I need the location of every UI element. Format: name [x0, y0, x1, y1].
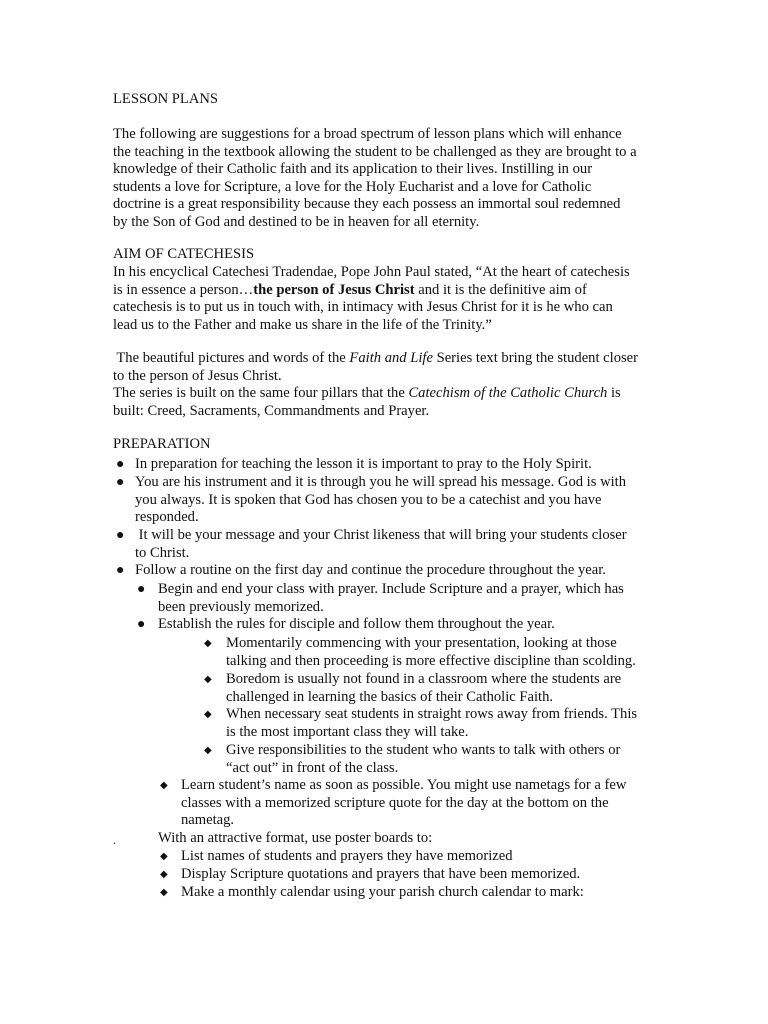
list-item-text: Establish the rules for disciple and follow them throughout the year.: [158, 616, 555, 632]
aim-line-text: is in essence a person…: [113, 281, 254, 298]
list-item: [160, 777, 660, 830]
diamond-bullet-icon: ◆: [204, 745, 212, 756]
list-item: [204, 671, 664, 706]
list-item: [116, 562, 656, 580]
list-item-text: talking and then proceeding is more effective discipline than scolding.: [226, 652, 636, 669]
aim-line: catechesis is to put us in touch with, in intimacy with Jesus Christ for it is he who can: [113, 299, 613, 316]
preparation-heading: PREPARATION: [113, 436, 211, 452]
list-item-text: Make a monthly calendar using your parish church calendar to mark:: [181, 884, 584, 900]
list-item-text: to Christ.: [135, 544, 190, 561]
diamond-bullet-icon: ◆: [160, 869, 168, 880]
list-item-text: List names of students and prayers they have memorized: [181, 848, 513, 864]
lesson-plans-title: LESSON PLANS: [113, 91, 219, 107]
bullet-icon: ●: [137, 617, 146, 632]
poster-intro: [158, 830, 658, 848]
bullet-icon: ●: [116, 457, 125, 472]
list-item-text: you always. It is spoken that God has chosen you to be a catechist and you have: [135, 491, 602, 508]
list-item-text: You are his instrument and it is through you he will spread his message. God is with: [135, 474, 627, 490]
list-item: [160, 884, 660, 902]
intro-line: doctrine is a great responsibility because they each possess an immortal soul redemned: [113, 196, 621, 213]
list-item: [204, 635, 664, 670]
diamond-bullet-icon: ◆: [204, 674, 212, 685]
bullet-icon: ●: [116, 528, 125, 543]
diamond-bullet-icon: ◆: [160, 780, 168, 791]
diamond-bullet-icon: ◆: [204, 709, 212, 720]
faith-line: built: Creed, Sacraments, Commandments and Prayer.: [113, 402, 430, 419]
list-item-text: Display Scripture quotations and prayers that have been memorized.: [181, 866, 581, 882]
list-item-text: Boredom is usually not found in a classroom where the students are: [226, 671, 622, 687]
faith-line-text: is: [607, 385, 621, 402]
diamond-bullet-icon: ◆: [160, 851, 168, 862]
list-item-text: been previously memorized.: [158, 598, 324, 615]
list-item-text: When necessary seat students in straight rows away from friends. This: [226, 706, 638, 722]
faith-and-life-title: Faith and Life: [349, 350, 433, 366]
list-item-text: is the most important class they will take.: [226, 723, 469, 740]
list-item-text: Begin and end your class with prayer. Include Scripture and a prayer, which has: [158, 581, 624, 597]
list-item: [137, 616, 667, 634]
intro-line: knowledge of their Catholic faith and its application to their lives. Instilling in our: [113, 161, 593, 178]
aim-line-text: and it is the definitive aim of: [414, 281, 587, 298]
intro-line: The following are suggestions for a broad spectrum of lesson plans which will enhance: [113, 126, 622, 142]
list-item-text: Learn student’s name as soon as possible. You might use nametags for a few: [181, 777, 627, 793]
diamond-bullet-icon: ◆: [204, 638, 212, 649]
intro-paragraph: [113, 126, 673, 232]
faith-and-life-paragraph: [113, 350, 673, 420]
aim-line: In his encyclical Catechesi Tradendae, Pope John Paul stated, “At the heart of catechesis: [113, 264, 630, 280]
poster-intro-text: With an attractive format, use poster boards to:: [158, 830, 433, 846]
list-item-text: nametag.: [181, 812, 235, 829]
list-item: [160, 848, 660, 866]
faith-line: [113, 350, 673, 368]
bullet-icon: ●: [116, 563, 125, 578]
list-item: [204, 742, 664, 777]
list-item-text: “act out” in front of the class.: [226, 759, 399, 776]
faith-line-text: The beautiful pictures and words of the: [113, 350, 350, 366]
aim-paragraph: [113, 264, 673, 334]
list-item: [116, 456, 656, 474]
faith-line: [113, 385, 673, 403]
catechism-title: Catechism of the Catholic Church: [408, 385, 608, 402]
list-item-text: classes with a memorized scripture quote for the day at the bottom on the: [181, 794, 609, 811]
bullet-icon: ●: [137, 582, 146, 597]
faith-line-text: Series text bring the student closer: [432, 350, 639, 366]
list-item-text: It will be your message and your Christ likeness that will bring your students closer: [135, 527, 627, 543]
aim-heading: AIM OF CATECHESIS: [113, 246, 255, 262]
bullet-icon: ●: [116, 475, 125, 490]
faith-line-text: The series is built on the same four pillars that the: [113, 385, 409, 402]
intro-line: students a love for Scripture, a love for the Holy Eucharist and a love for Catholic: [113, 178, 592, 195]
aim-line: [113, 282, 673, 300]
stray-period-mark: .: [113, 833, 116, 847]
list-item: [116, 527, 656, 562]
list-item-text: In preparation for teaching the lesson it is important to pray to the Holy Spirit.: [135, 456, 592, 472]
list-item: [160, 866, 660, 884]
intro-line: the teaching in the textbook allowing the student to be challenged as they are brought to a: [113, 143, 637, 160]
list-item: [204, 706, 664, 741]
intro-line: by the Son of God and destined to be in heaven for all eternity.: [113, 213, 480, 230]
faith-line: to the person of Jesus Christ.: [113, 367, 282, 384]
list-item-text: challenged in learning the basics of their Catholic Faith.: [226, 688, 554, 705]
list-item: [116, 474, 656, 527]
list-item-text: Follow a routine on the first day and continue the procedure throughout the year.: [135, 562, 606, 578]
aim-line: lead us to the Father and make us share in the life of the Trinity.”: [113, 316, 492, 333]
list-item: [137, 581, 667, 616]
emphasis-person-of-jesus: the person of Jesus Christ: [253, 281, 415, 298]
list-item-text: Give responsibilities to the student who wants to talk with others or: [226, 742, 621, 758]
diamond-bullet-icon: ◆: [160, 887, 168, 898]
list-item-text: Momentarily commencing with your presentation, looking at those: [226, 635, 617, 651]
list-item-text: responded.: [135, 509, 199, 526]
